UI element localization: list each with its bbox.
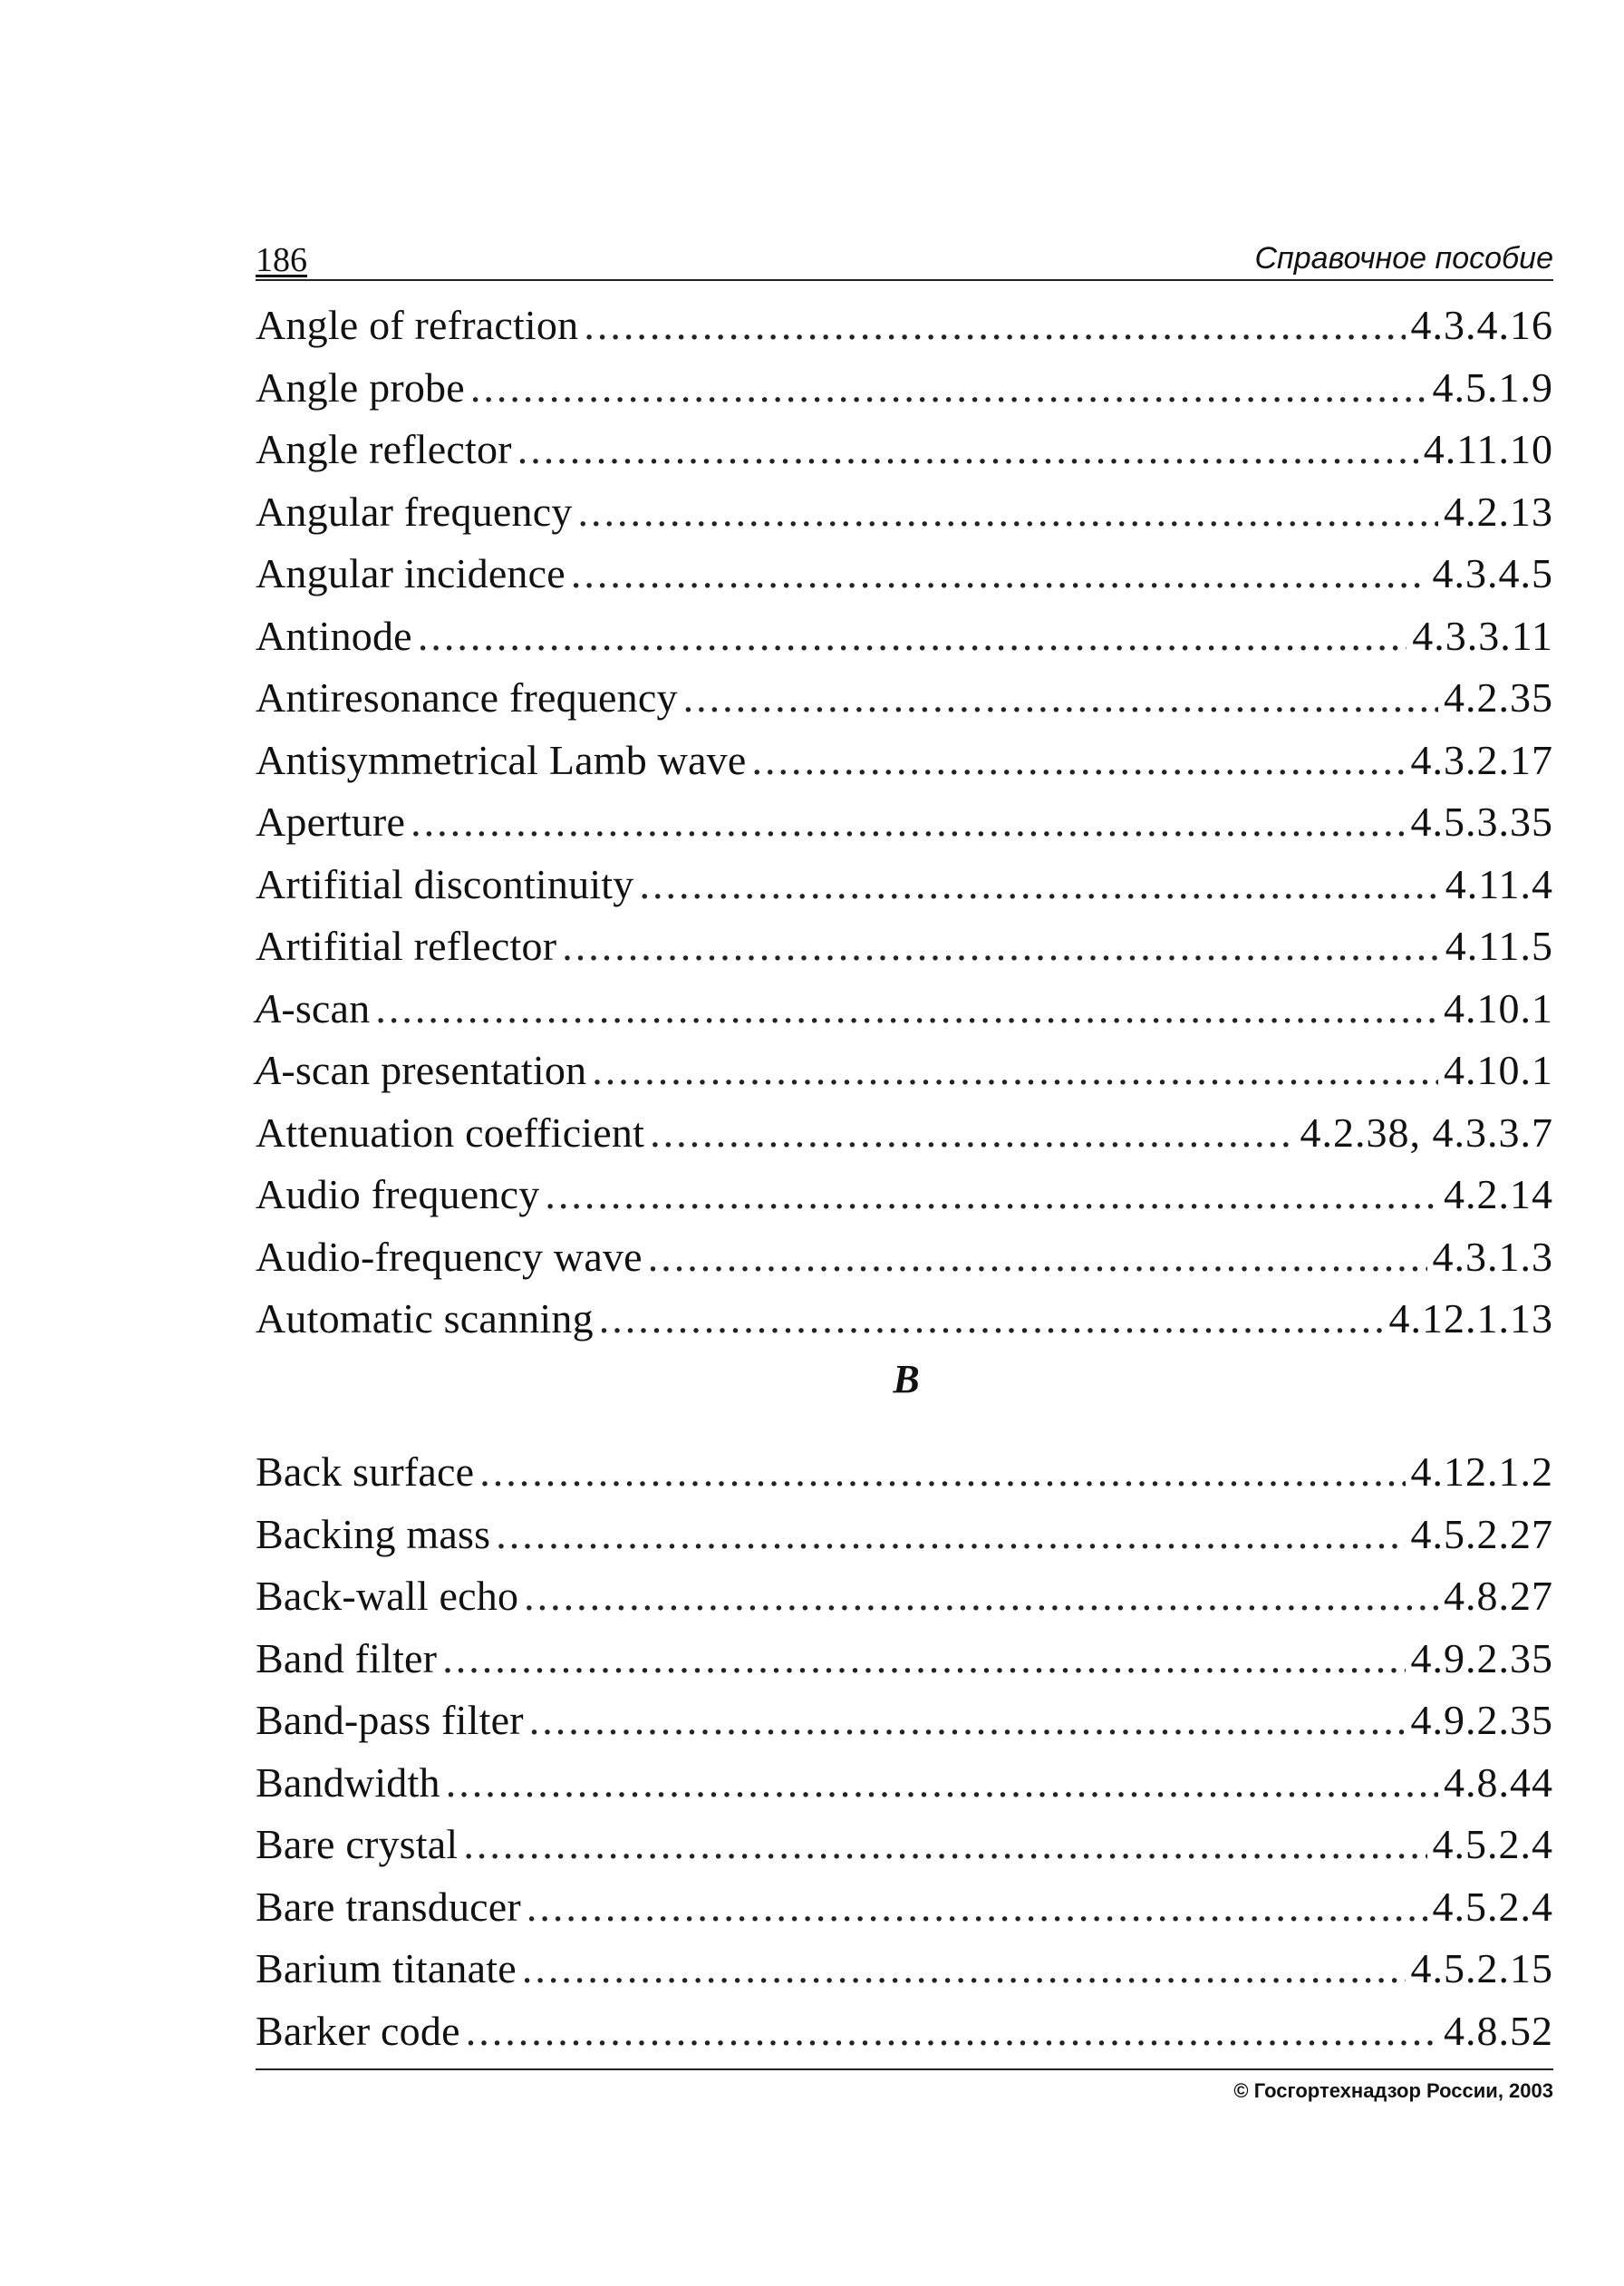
dot-leader xyxy=(463,1814,1426,1876)
dot-leader xyxy=(584,295,1405,357)
index-term: Band filter xyxy=(256,1634,438,1681)
index-reference: 4.5.2.27 xyxy=(1410,1510,1553,1557)
index-term: Angle reflector xyxy=(256,426,512,472)
index-entry xyxy=(256,1628,1553,1690)
dot-leader xyxy=(446,1752,1438,1815)
dot-leader xyxy=(527,1876,1427,1939)
index-reference: 4.5.2.15 xyxy=(1410,1945,1553,1991)
index-reference: 4.8.44 xyxy=(1444,1758,1553,1806)
index-reference: 4.2.14 xyxy=(1444,1171,1553,1217)
index-term-italic-prefix: A xyxy=(256,984,282,1032)
index-entry xyxy=(256,605,1553,668)
dot-leader xyxy=(752,730,1406,792)
index-entry xyxy=(256,1938,1553,2000)
index-term: Bare crystal xyxy=(256,1821,459,1867)
index-term: Bare transducer xyxy=(256,1883,521,1930)
dot-leader xyxy=(375,978,1438,1041)
dot-leader xyxy=(442,1628,1405,1690)
index-section-a xyxy=(256,295,1553,1351)
dot-leader xyxy=(479,1441,1405,1504)
index-term: Back-wall echo xyxy=(256,1573,519,1619)
index-term: Artifitial discontinuity xyxy=(256,860,634,907)
index-reference: 4.3.4.5 xyxy=(1432,550,1553,596)
index-term: Attenuation coefficient xyxy=(256,1109,645,1156)
index-term: Barium titanate xyxy=(256,1945,517,1991)
index-term: Artifitial reflector xyxy=(256,923,557,969)
dot-leader xyxy=(578,481,1438,544)
index-term: Back surface xyxy=(256,1448,475,1495)
index-entry xyxy=(256,543,1553,605)
index-term: Audio-frequency wave xyxy=(256,1233,643,1280)
index-entry xyxy=(256,419,1553,481)
copyright-notice: © Госгортехнадзор России, 2003 xyxy=(1233,2079,1553,2102)
index-term: Aperture xyxy=(256,799,406,845)
index-entry xyxy=(256,1752,1553,1815)
dot-leader xyxy=(470,357,1427,420)
section-letter-heading: B xyxy=(893,1357,920,1401)
index-term-italic-prefix: A xyxy=(256,1047,282,1093)
index-term: Angle probe xyxy=(256,363,465,411)
dot-leader xyxy=(562,915,1439,978)
index-entry xyxy=(256,1226,1553,1289)
dot-leader xyxy=(418,605,1406,668)
dot-leader xyxy=(524,1565,1438,1628)
index-reference: 4.3.4.16 xyxy=(1410,302,1553,348)
page-number: 186 xyxy=(256,241,307,279)
index-term: Backing mass xyxy=(256,1510,491,1557)
index-entry xyxy=(256,1040,1553,1102)
index-entry xyxy=(256,1565,1553,1628)
index-entry xyxy=(256,1288,1553,1351)
index-entry xyxy=(256,1102,1553,1165)
index-term xyxy=(256,1040,586,1102)
dot-leader xyxy=(522,1938,1406,2000)
index-reference: 4.11.10 xyxy=(1423,426,1553,472)
index-entry xyxy=(256,1164,1553,1226)
page-header xyxy=(256,225,1553,281)
dot-leader xyxy=(411,791,1405,854)
dot-leader xyxy=(592,1040,1438,1102)
index-term: Band-pass filter xyxy=(256,1697,524,1743)
dot-leader xyxy=(496,1504,1405,1566)
index-reference: 4.11.4 xyxy=(1445,860,1553,907)
index-term: Antiresonance frequency xyxy=(256,674,678,721)
index-reference: 4.9.2.35 xyxy=(1410,1697,1553,1743)
dot-leader xyxy=(683,667,1438,730)
index-reference: 4.12.1.2 xyxy=(1410,1448,1553,1495)
running-title: Справочное пособие xyxy=(1254,241,1553,276)
dot-leader xyxy=(650,1102,1294,1165)
index-term-rest: -scan xyxy=(281,984,371,1032)
index-reference: 4.3.3.11 xyxy=(1412,612,1553,659)
dot-leader xyxy=(639,854,1439,916)
index-reference: 4.10.1 xyxy=(1444,1047,1553,1093)
index-term: Angular frequency xyxy=(256,488,573,535)
footer-divider xyxy=(256,2068,1553,2070)
index-term: Angular incidence xyxy=(256,550,566,596)
index-section-b xyxy=(256,1441,1553,2062)
index-entry xyxy=(256,667,1553,730)
index-entry xyxy=(256,1504,1553,1566)
index-reference: 4.2.13 xyxy=(1444,488,1553,535)
dot-leader xyxy=(599,1288,1384,1351)
index-reference: 4.3.2.17 xyxy=(1410,736,1553,783)
dot-leader xyxy=(529,1690,1406,1752)
index-reference: 4.5.3.35 xyxy=(1410,799,1553,845)
index-entry xyxy=(256,915,1553,978)
index-reference: 4.5.2.4 xyxy=(1432,1883,1553,1930)
index-term: Antisymmetrical Lamb wave xyxy=(256,736,747,783)
index-entry xyxy=(256,730,1553,792)
index-reference: 4.2.35 xyxy=(1444,674,1553,721)
dot-leader xyxy=(517,419,1418,481)
dot-leader xyxy=(571,543,1427,605)
dot-leader xyxy=(466,2000,1438,2063)
index-term: Barker code xyxy=(256,2007,460,2054)
index-reference: 4.5.2.4 xyxy=(1432,1821,1553,1867)
index-reference: 4.10.1 xyxy=(1444,984,1553,1032)
index-entry xyxy=(256,2000,1553,2063)
index-term: Antinode xyxy=(256,612,412,659)
index-entry xyxy=(256,295,1553,357)
index-term: Automatic scanning xyxy=(256,1295,594,1342)
index-reference: 4.12.1.13 xyxy=(1388,1295,1553,1342)
index-entry xyxy=(256,1690,1553,1752)
index-reference: 4.8.27 xyxy=(1444,1573,1553,1619)
index-entry xyxy=(256,1876,1553,1939)
index-entry xyxy=(256,791,1553,854)
index-term: Bandwidth xyxy=(256,1758,440,1806)
index-reference: 4.9.2.35 xyxy=(1410,1634,1553,1681)
index-reference: 4.8.52 xyxy=(1444,2007,1553,2054)
index-term xyxy=(256,978,370,1041)
dot-leader xyxy=(545,1164,1438,1226)
index-term: Angle of refraction xyxy=(256,302,579,348)
index-reference: 4.2.38, 4.3.3.7 xyxy=(1300,1109,1553,1156)
index-entry xyxy=(256,481,1553,544)
index-entry xyxy=(256,978,1553,1041)
index-term-rest: -scan presentation xyxy=(281,1047,587,1093)
index-entry xyxy=(256,1441,1553,1504)
index-entry xyxy=(256,357,1553,420)
index-term: Audio frequency xyxy=(256,1171,540,1217)
index-entry xyxy=(256,854,1553,916)
index-reference: 4.3.1.3 xyxy=(1432,1233,1553,1280)
index-reference: 4.5.1.9 xyxy=(1432,363,1553,411)
index-reference: 4.11.5 xyxy=(1445,923,1553,969)
index-entry xyxy=(256,1814,1553,1876)
dot-leader xyxy=(648,1226,1427,1289)
